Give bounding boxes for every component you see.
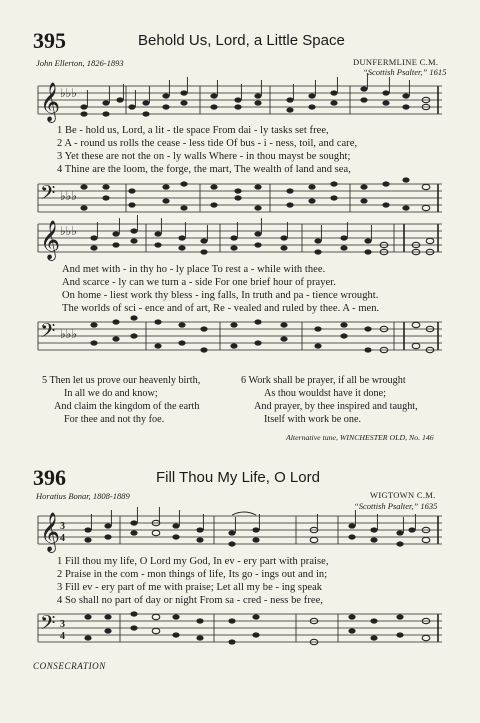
tune-source-396: “Scottish Psalter,” 1635 [354, 501, 438, 511]
svg-text:𝄞: 𝄞 [40, 220, 61, 260]
stanza-6-line-4: Itself with work be one. [264, 414, 362, 425]
section-footer: CONSECRATION [33, 661, 106, 671]
stanza-5-line-2: In all we do and know; [64, 388, 158, 399]
svg-text:3: 3 [60, 521, 65, 532]
hymn-title-396: Fill Thou My Life, O Lord [156, 469, 320, 486]
hymn-title-395: Behold Us, Lord, a Little Space [138, 32, 345, 49]
music-staff-bass-395-2 [34, 316, 446, 356]
music-staff-bass-396-1 [34, 608, 446, 648]
lyric-line-395-2-v4: The worlds of sci - ence and of art, Re - vealed and ruled by thee. A - men. [62, 303, 380, 314]
lyric-line-395-1-v3: 3 Yet these are not the on - ly walls Where - in thou mayst be sought; [57, 151, 351, 162]
svg-text:𝄞: 𝄞 [40, 82, 61, 122]
svg-text:4: 4 [60, 631, 65, 642]
tune-source-395: “Scottish Psalter,” 1615 [363, 67, 447, 77]
stanza-6-line-2: As thou wouldst have it done; [264, 388, 386, 399]
music-staff-treble-395-1 [34, 80, 446, 120]
svg-text:♭♭♭: ♭♭♭ [60, 327, 77, 341]
alternative-tune-note: Alternative tune, WINCHESTER OLD, No. 146 [286, 433, 434, 442]
lyric-line-395-2-v2: And scarce - ly can we turn a - side For one brief hour of prayer. [62, 277, 336, 288]
tune-name-395: DUNFERMLINE C.M. [353, 57, 439, 67]
lyric-line-395-1-v4: 4 Thine are the loom, the forge, the mart, The wealth of land and sea, [57, 164, 351, 175]
tune-name-396: WIGTOWN C.M. [370, 490, 436, 500]
stanza-5-line-3: And claim the kingdom of the earth [54, 401, 200, 412]
lyric-line-395-1-v2: 2 A - round us rolls the cease - less tide Of bus - i - ness, toil, and care, [57, 138, 358, 149]
lyric-line-396-1-v3: 3 Fill ev - ery part of me with praise; Let all my be - ing speak [57, 582, 323, 593]
stanza-6-line-3: And prayer, by thee inspired and taught, [254, 401, 418, 412]
svg-text:𝄢: 𝄢 [40, 611, 56, 639]
music-staff-bass-395-1 [34, 178, 446, 218]
svg-text:3: 3 [60, 619, 65, 630]
stanza-5-line-1: 5 Then let us prove our heavenly birth, [42, 375, 201, 386]
lyric-line-395-2-v3: On home - liest work thy bless - ing falls, In truth and pa - tience wrought. [62, 290, 379, 301]
lyric-line-396-1-v2: 2 Praise in the com - mon things of life, Its go - ings out and in; [57, 569, 328, 580]
author-credit-396: Horatius Bonar, 1808-1889 [36, 491, 130, 501]
svg-text:4: 4 [60, 533, 65, 544]
svg-text:𝄞: 𝄞 [40, 512, 61, 552]
stanza-6-line-1: 6 Work shall be prayer, if all be wrought [241, 375, 406, 386]
lyric-line-396-1-v1: 1 Fill thou my life, O Lord my God, In ev - ery part with praise, [57, 556, 329, 567]
music-staff-treble-396-1 [34, 510, 446, 550]
hymn-number-396: 396 [33, 465, 66, 490]
music-staff-treble-395-2 [34, 218, 446, 258]
svg-text:♭♭♭: ♭♭♭ [60, 224, 77, 238]
svg-text:𝄢: 𝄢 [40, 319, 56, 347]
stanza-5-line-4: For thee and not thy foe. [64, 414, 165, 425]
author-credit-395: John Ellerton, 1826-1893 [36, 58, 124, 68]
lyric-line-395-2-v1: And met with - in thy ho - ly place To rest a - while with thee. [62, 264, 326, 275]
lyric-line-396-1-v4: 4 So shall no part of day or night From sa - cred - ness be free, [57, 595, 323, 606]
svg-text:♭♭♭: ♭♭♭ [60, 189, 77, 203]
lyric-line-395-1-v1: 1 Be - hold us, Lord, a lit - tle space From dai - ly tasks set free, [57, 125, 329, 136]
svg-text:𝄢: 𝄢 [40, 181, 56, 209]
hymn-number-395: 395 [33, 28, 66, 53]
svg-text:♭♭♭: ♭♭♭ [60, 86, 77, 100]
